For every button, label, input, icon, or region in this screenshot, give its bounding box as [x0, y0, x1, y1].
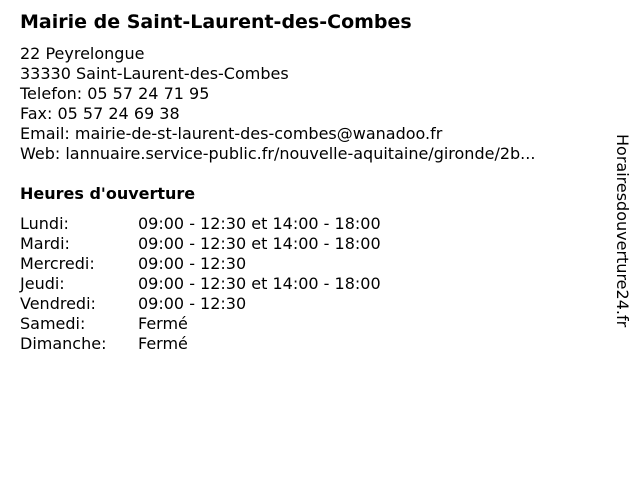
- time-value: 09:00 - 12:30: [138, 254, 247, 273]
- time-value: 09:00 - 12:30 et 14:00 - 18:00: [138, 234, 381, 253]
- website-url: Web: lannuaire.service-public.fr/nouvelle-aquitaine/gironde/2b...: [20, 144, 536, 163]
- time-value: Fermé: [138, 334, 188, 353]
- time-value: 09:00 - 12:30: [138, 294, 247, 313]
- day-label: Lundi:: [20, 214, 69, 233]
- day-label: Mercredi:: [20, 254, 95, 273]
- page-title: Mairie de Saint-Laurent-des-Combes: [20, 11, 412, 33]
- day-label: Dimanche:: [20, 334, 107, 353]
- time-value: 09:00 - 12:30 et 14:00 - 18:00: [138, 214, 381, 233]
- time-value: 09:00 - 12:30 et 14:00 - 18:00: [138, 274, 381, 293]
- city-address: 33330 Saint-Laurent-des-Combes: [20, 64, 289, 83]
- time-value: Fermé: [138, 314, 188, 333]
- phone-number: Telefon: 05 57 24 71 95: [20, 84, 210, 103]
- day-label: Mardi:: [20, 234, 70, 253]
- email-address: Email: mairie-de-st-laurent-des-combes@wanadoo.fr: [20, 124, 443, 143]
- day-label: Jeudi:: [20, 274, 65, 293]
- fax-number: Fax: 05 57 24 69 38: [20, 104, 180, 123]
- address-block: [20, 44, 535, 164]
- day-label: Samedi:: [20, 314, 86, 333]
- opening-hours-heading: Heures d'ouverture: [20, 184, 196, 203]
- day-label: Vendredi:: [20, 294, 96, 313]
- street-address: 22 Peyrelongue: [20, 44, 145, 63]
- site-brand-watermark: Horairesdouverture24.fr: [613, 134, 632, 328]
